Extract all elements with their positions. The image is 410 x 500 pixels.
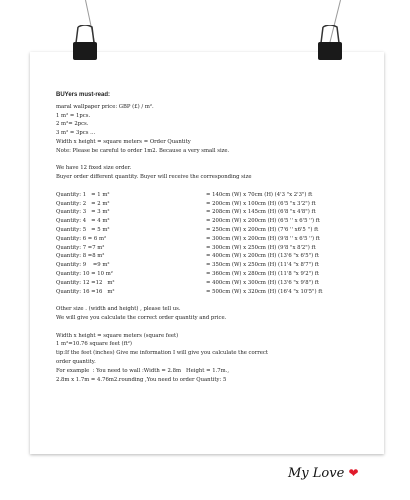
signature-text: My Love: [288, 466, 345, 481]
quantity-label: Quantity: 8 =8 m²: [56, 253, 105, 260]
quantity-size: = 300cm (W) x 200cm (H) (9'8 '' x 6'5 '') ft: [206, 235, 320, 242]
text-line: tip:If the feet (inches) Give me information I will give you calculate the correct: [56, 350, 268, 357]
text-line: 1 m² = 1pcs.: [56, 112, 91, 119]
quantity-label: Quantity: 2 = 2 m²: [56, 200, 110, 207]
quantity-size: = 140cm (W) x 70cm (H) (4'3 "x 2'3") ft: [206, 191, 313, 198]
text-line: 3 m² = 3pcs ...: [56, 130, 96, 137]
text-line: For example : You need to wall :Width = 2.8m Height = 1.7m.,: [56, 367, 230, 374]
binder-clip-icon: [315, 25, 345, 61]
quantity-row: [56, 217, 356, 226]
quantity-row: [56, 208, 356, 217]
quantity-label: Quantity: 12 =12 m²: [56, 279, 115, 286]
quantity-row: [56, 226, 356, 235]
text-line: maral wallpaper price: GBP (£) / m².: [56, 103, 154, 110]
text-line: order quantity.: [56, 358, 96, 365]
quantity-row: [56, 270, 356, 279]
quantity-row: [56, 288, 356, 297]
quantity-label: Quantity: 9 =9 m²: [56, 262, 110, 269]
quantity-row: [56, 244, 356, 253]
heart-icon: ❤: [348, 466, 359, 480]
quantity-row: [56, 252, 356, 261]
text-line: Other size . (width and height) , please tell us.: [56, 306, 181, 313]
quantity-label: Quantity: 16 =16 m²: [56, 288, 115, 295]
quantity-size: = 250cm (W) x 200cm (H) (7'6 '' x6'5 '') ft: [206, 226, 319, 233]
quantity-size: = 360cm (W) x 280cm (H) (11'8 "x 9'2") ft: [206, 270, 319, 277]
text-line: 1 m²=10.76 square feet (ft²): [56, 341, 132, 348]
text-line: Width x height = square meters = Order Quantity: [56, 138, 191, 145]
text-line: We have 12 fixed size order.: [56, 165, 132, 172]
text-line: Buyer order different quantity. Buyer will receive the corresponding size: [56, 174, 252, 181]
text-line: 2 m²= 2pcs.: [56, 121, 89, 128]
quantity-size: = 200cm (W) x 200cm (H) (6'5 '' x 6'5 '') ft: [206, 218, 320, 225]
quantity-label: Quantity: 5 = 5 m²: [56, 226, 110, 233]
quantity-label: Quantity: 1 = 1 m²: [56, 191, 110, 198]
quantity-label: Quantity: 4 = 4 m²: [56, 218, 110, 225]
quantity-size: = 500cm (W) x 320cm (H) (16'4 "x 10'5") ft: [206, 288, 323, 295]
quantity-row: [56, 191, 356, 200]
text-line: Width x height = square meters (square feet): [56, 332, 179, 339]
text-line: 2.8m x 1.7m = 4.76m2.rounding ,You need to order Quantity: 5: [56, 376, 227, 383]
quantity-size: = 350cm (W) x 250cm (H) (11'4 "x 8'7") ft: [206, 262, 319, 269]
quantity-row: [56, 279, 356, 288]
text-line: Note: Please be careful to order 1m2. Because a very small size.: [56, 147, 230, 154]
quantity-row: [56, 235, 356, 244]
quantity-size: = 400cm (W) x 300cm (H) (13'6 "x 9'8") ft: [206, 279, 319, 286]
quantity-label: Quantity: 7 =7 m²: [56, 244, 105, 251]
quantity-size: = 200cm (W) x 100cm (H) (6'5 "x 3'2") ft: [206, 200, 316, 207]
heading: BUYers must-read:: [56, 92, 111, 98]
poster-text: [56, 91, 356, 384]
signature: [288, 466, 359, 481]
binder-clip-icon: [70, 25, 100, 61]
quantity-size: = 208cm (W) x 145cm (H) (6'8 "x 4'8") ft: [206, 209, 316, 216]
quantity-row: [56, 261, 356, 270]
quantity-label: Quantity: 6 = 6 m²: [56, 235, 107, 242]
quantity-size: = 300cm (W) x 250cm (H) (9'8 "x 8'2") ft: [206, 244, 316, 251]
quantity-row: [56, 200, 356, 209]
quantity-size: = 400cm (W) x 200cm (H) (13'6 "x 6'5") ft: [206, 253, 319, 260]
quantity-label: Quantity: 10 = 10 m²: [56, 270, 113, 277]
text-line: We will give you calculate the correct order quantity and price.: [56, 314, 227, 321]
quantity-label: Quantity: 3 = 3 m²: [56, 209, 110, 216]
